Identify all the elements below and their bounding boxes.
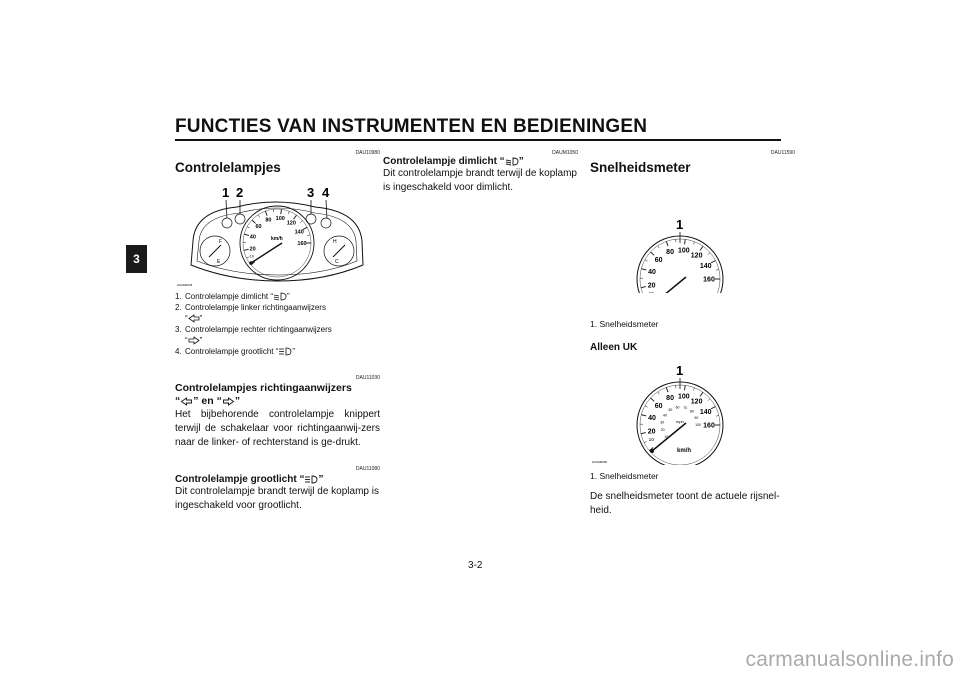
gauge-tick bbox=[244, 249, 249, 250]
gauge-mph-label: 10 bbox=[664, 434, 669, 439]
speedometer-scale bbox=[640, 239, 720, 293]
section-code: DAU11080 bbox=[355, 466, 380, 472]
gauge-label: 100 bbox=[677, 393, 690, 401]
turn-signal-heading: Controlelampjes richtingaanwijzers “ ” en “ ” bbox=[175, 382, 352, 407]
gauge-tick bbox=[658, 392, 660, 394]
fuel-empty-label: E bbox=[217, 259, 221, 265]
gauge-tick bbox=[288, 211, 289, 214]
gauge-label: 100 bbox=[677, 247, 690, 255]
low-beam-text: Dit controlelampje brandt terwijl de koplamp is ingeschakeld voor dimlicht. bbox=[383, 168, 577, 193]
speedometer-figure bbox=[590, 181, 795, 293]
speedo-unit-label: km/h bbox=[677, 448, 692, 454]
gauge-minor-label: 10 bbox=[249, 254, 255, 259]
section-code: DAUM1050 bbox=[552, 150, 578, 156]
gauge-tick bbox=[645, 406, 648, 407]
speedometer-text: De snelheidsmeter toont de actuele rijsnel-heid. bbox=[590, 491, 780, 516]
callout-1: 1 bbox=[676, 363, 684, 378]
gauge-tick bbox=[252, 220, 256, 223]
gauge-tick bbox=[247, 227, 250, 228]
gauge-tick bbox=[685, 385, 686, 390]
callout-1: 1 bbox=[676, 217, 684, 232]
gauge-mph-label: 30 bbox=[660, 420, 665, 425]
watermark: carmanualsonline.info bbox=[745, 648, 954, 671]
high-beam-icon bbox=[278, 347, 292, 356]
left-arrow-icon bbox=[188, 314, 200, 323]
gauge-label: 40 bbox=[648, 414, 656, 422]
figure-caption: 1. Snelheidsmeter bbox=[590, 471, 659, 481]
gauge-label: 60 bbox=[654, 256, 663, 264]
low-beam-heading: Controlelampje dimlicht “ ” bbox=[383, 156, 524, 167]
gauge-tick bbox=[693, 388, 694, 391]
gauge-tick bbox=[244, 234, 249, 235]
page-title: FUNCTIES VAN INSTRUMENTEN EN BEDIENINGEN bbox=[175, 116, 648, 137]
gauge-label: 40 bbox=[249, 234, 256, 241]
right-arrow-icon bbox=[222, 397, 235, 406]
speedometer-uk-scale bbox=[640, 385, 720, 450]
speedo-mph-label: mph bbox=[676, 419, 684, 424]
low-beam-icon bbox=[273, 292, 287, 301]
gauge-mph-label: 60 bbox=[675, 405, 680, 410]
gauge-tick bbox=[651, 252, 655, 255]
gauge-tick bbox=[258, 215, 260, 217]
gauge-label: 60 bbox=[654, 402, 663, 410]
gauge-label: 80 bbox=[666, 249, 674, 257]
gauge-label: 20 bbox=[647, 282, 656, 290]
gauge-tick bbox=[641, 433, 646, 434]
right-arrow-icon bbox=[188, 336, 200, 345]
column-3 bbox=[590, 150, 795, 518]
fig-code: ZAUM0078 bbox=[177, 283, 193, 287]
callout-3: 3 bbox=[307, 185, 315, 200]
gauge-tick bbox=[716, 415, 719, 416]
gauge-label: 40 bbox=[648, 268, 656, 276]
gauge-label: 140 bbox=[294, 229, 304, 236]
gauge-tick bbox=[294, 215, 297, 219]
column-2 bbox=[383, 150, 578, 195]
gauge-tick bbox=[641, 415, 646, 416]
gauge-label: 120 bbox=[690, 398, 703, 406]
section-code: DAU11590 bbox=[770, 150, 795, 156]
column-1 bbox=[175, 150, 380, 513]
header-rule bbox=[175, 139, 781, 141]
figure-caption: 1. Snelheidsmeter bbox=[590, 319, 659, 329]
gauge-tick bbox=[700, 392, 703, 396]
gauge-minor-label bbox=[649, 291, 655, 293]
high-beam-heading: Controlelampje grootlicht “ ” bbox=[175, 474, 324, 485]
gauge-label: 120 bbox=[690, 252, 703, 260]
gauge-tick bbox=[708, 399, 710, 401]
chapter-tab[interactable]: 3 bbox=[126, 245, 147, 273]
gauge-tick bbox=[281, 209, 282, 214]
high-beam-text: Dit controlelampje brandt terwijl de koplamp is ingeschakeld voor grootlicht. bbox=[175, 486, 379, 511]
gauge-mph-label: 100 bbox=[695, 423, 701, 428]
gauge-tick bbox=[651, 398, 655, 401]
gauge-label: 20 bbox=[647, 428, 656, 436]
gauge-label: 120 bbox=[286, 220, 296, 227]
gauge-minor-label: 10 bbox=[648, 438, 655, 444]
speedo-unit-label: km/h bbox=[271, 236, 283, 242]
gauge-label: 20 bbox=[249, 246, 256, 253]
gauge-tick bbox=[644, 441, 647, 442]
gauge-tick bbox=[711, 261, 715, 263]
list-item: 3. Controlelampje rechter richtingaanwijzers “ ” bbox=[175, 325, 332, 345]
gauge-mph-label: 80 bbox=[689, 409, 694, 414]
gauge-label: 100 bbox=[275, 216, 285, 223]
callout-4: 4 bbox=[322, 185, 330, 200]
instrument-cluster-figure bbox=[175, 181, 380, 289]
gauge-tick bbox=[641, 269, 646, 270]
fig-code: ZAUM0050 bbox=[592, 460, 608, 464]
gauge-tick bbox=[666, 241, 668, 246]
gauge-tick bbox=[693, 242, 694, 245]
gauge-label: 160 bbox=[703, 422, 715, 430]
left-arrow-icon bbox=[180, 397, 193, 406]
list-item: 4. Controlelampje grootlicht “ ” bbox=[175, 347, 296, 356]
gauge-mph-label: 90 bbox=[694, 415, 699, 420]
section-code: DAU11030 bbox=[355, 375, 380, 381]
gauge-tick bbox=[645, 260, 648, 261]
indicator-list bbox=[175, 291, 380, 357]
gauge-tick bbox=[300, 221, 302, 223]
gauge-mph-label: 20 bbox=[660, 428, 665, 433]
turn-signal-text: Het bijbehorende controlelampje knippert terwijl de schakelaar voor richtingaanwij-zers naar de linker- of rechterstand is ge-drukt. bbox=[175, 409, 380, 448]
uk-subheading: Alleen UK bbox=[590, 342, 638, 353]
gauge-tick bbox=[716, 269, 719, 270]
gauge-tick bbox=[307, 235, 310, 236]
low-beam-icon bbox=[505, 157, 519, 166]
gauge-label: 160 bbox=[703, 276, 715, 284]
gauge-label: 80 bbox=[666, 395, 674, 403]
gauge-mph-label: 50 bbox=[668, 407, 673, 412]
gauge-tick bbox=[700, 246, 703, 250]
gauge-tick bbox=[658, 246, 660, 248]
gauge-label: 160 bbox=[297, 240, 307, 247]
gauge-tick bbox=[711, 407, 715, 409]
callout-1: 1 bbox=[222, 185, 230, 200]
list-item: 2. Controlelampje linker richtingaanwijzers “ ” bbox=[175, 303, 326, 323]
callout-2: 2 bbox=[236, 185, 244, 200]
section-code: DAU10980 bbox=[355, 150, 380, 156]
gauge-tick bbox=[666, 387, 668, 392]
gauge-mph-label: 70 bbox=[683, 405, 688, 410]
gauge-mph-label: 40 bbox=[663, 413, 667, 418]
temp-cold-label: C bbox=[335, 259, 339, 265]
gauge-label: 60 bbox=[255, 224, 262, 231]
gauge-tick bbox=[641, 287, 646, 288]
gauge-label: 80 bbox=[265, 217, 272, 224]
page-number: 3-2 bbox=[468, 560, 483, 571]
section-heading: Controlelampjes bbox=[175, 160, 281, 175]
list-item: 1. Controlelampje dimlicht “ ” bbox=[175, 292, 290, 301]
gauge-tick bbox=[685, 239, 686, 244]
speedometer-uk-figure bbox=[590, 361, 795, 465]
gauge-label: 140 bbox=[699, 263, 712, 271]
high-beam-icon bbox=[304, 475, 318, 484]
fuel-full-label: F bbox=[219, 239, 223, 245]
gauge-tick bbox=[265, 211, 267, 216]
speedometer-heading: Snelheidsmeter bbox=[590, 160, 691, 175]
gauge-label: 140 bbox=[699, 409, 712, 417]
gauge-tick bbox=[708, 253, 710, 255]
figure-spacer bbox=[590, 293, 795, 317]
temp-hot-label: H bbox=[333, 239, 337, 245]
